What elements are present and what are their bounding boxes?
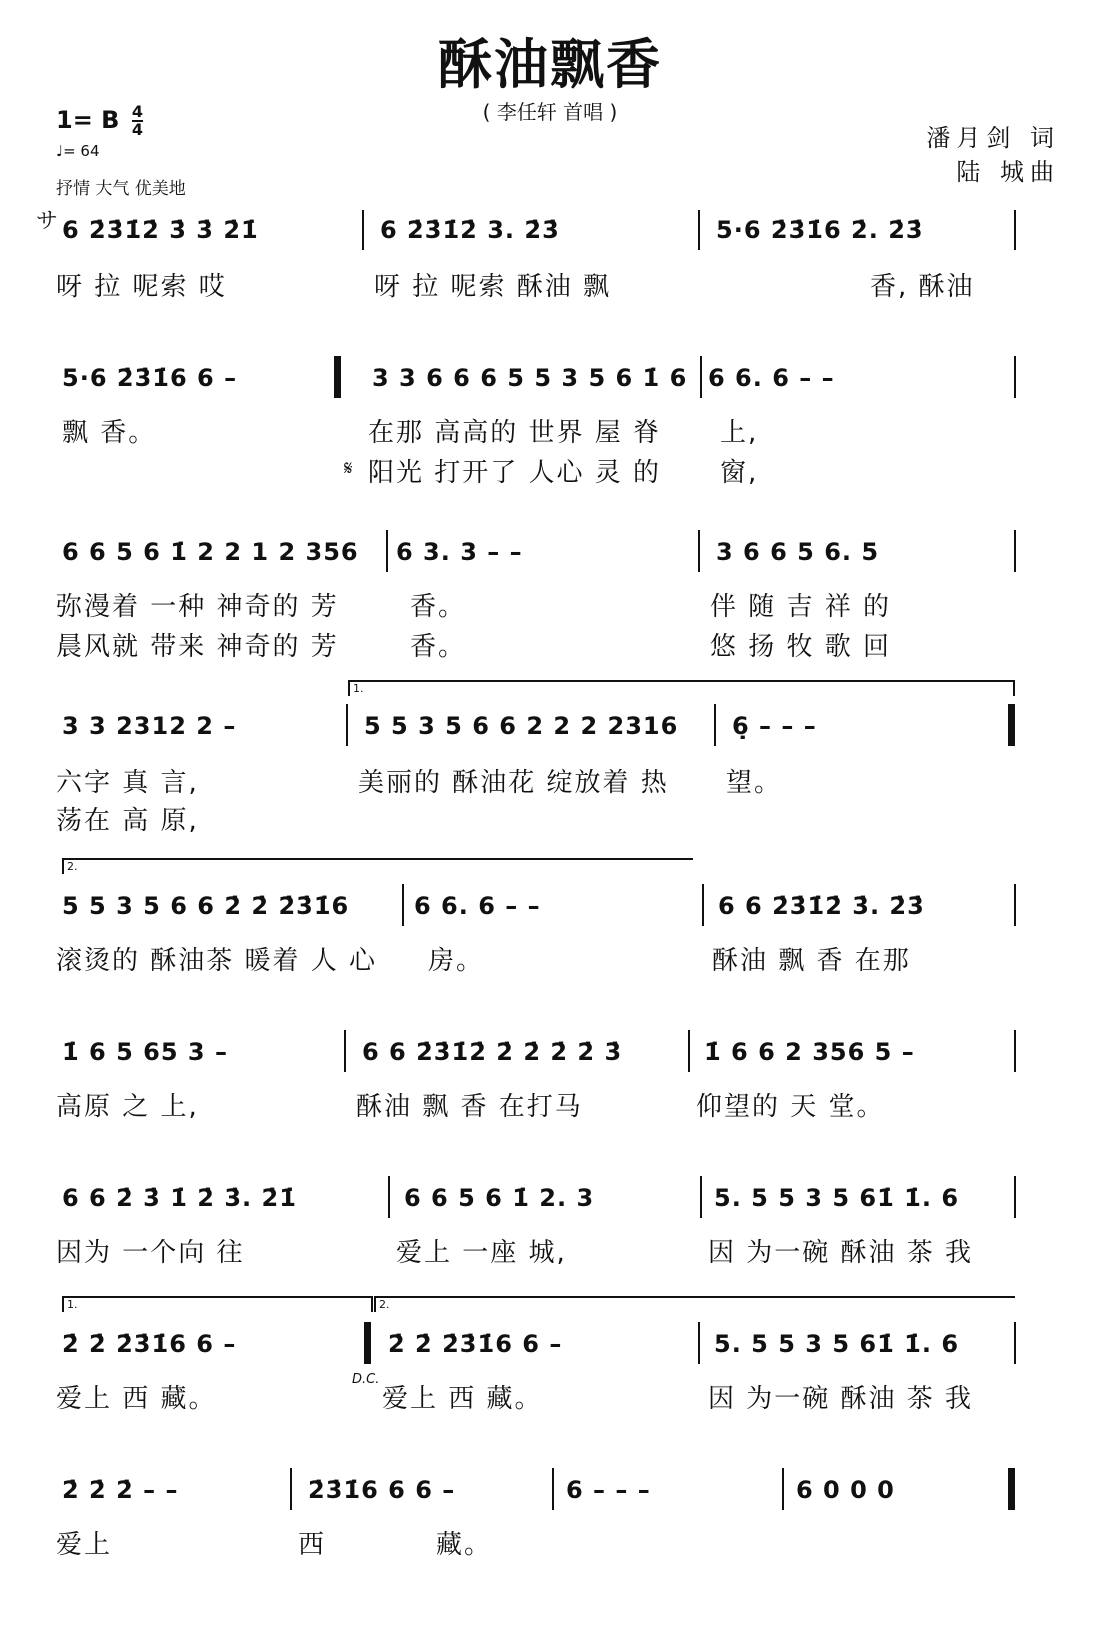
lyrics-s7-m1: 因为 一个向 往 bbox=[56, 1238, 245, 1268]
notes-s5-m1: 5 5 3 5 6 6 2̇ 2̇ 2̇3̇1̇6 bbox=[62, 892, 350, 920]
lyrics-s9-m1: 爱上 bbox=[56, 1530, 113, 1560]
lyrics2-s3-m3: 悠 扬 牧 歌 回 bbox=[710, 632, 892, 662]
notes-s8-m1: 2̇ 2̇ 2̇3̇1̇6 6 – bbox=[62, 1330, 237, 1358]
lyrics-s1-m2: 呀 拉 呢索 酥油 飘 bbox=[374, 272, 612, 302]
notes-s2-m3: 6 6. 6 – – bbox=[708, 364, 835, 392]
lyrics-s2-m1: 飘 香。 bbox=[62, 418, 157, 448]
key-signature bbox=[56, 104, 143, 138]
notes-s3-m3: 3 6 6 5 6. 5 bbox=[716, 538, 880, 566]
lyrics-s2-m3: 上, bbox=[720, 418, 759, 448]
notes-s8-m2: 2̇ 2̇ 2̇3̇1̇6 6 – bbox=[388, 1330, 563, 1358]
notes-s6-m2: 6 6 2̇3̇1̇2̇ 2̇ 2̇ 2̇ 2̇ 3̇ bbox=[362, 1038, 623, 1066]
notes-s1-m3: 5·6 2̇3̇1̇6 2̇. 2̇3̇ bbox=[716, 216, 924, 244]
notes-s5-m3: 6 6 2̇3̇1̇2̇ 3̇. 2̇3̇ bbox=[718, 892, 925, 920]
second-ending-bracket: 2. bbox=[62, 858, 693, 874]
lyricist-credit: 潘月剑 词 bbox=[926, 124, 1060, 152]
notes-s9-m4: 6 0 0 0 bbox=[796, 1476, 895, 1504]
first-ending-bracket: 1. bbox=[348, 680, 1015, 696]
time-signature-numerator: 4 bbox=[131, 102, 143, 121]
barline bbox=[1014, 356, 1016, 398]
repeat-start-barline bbox=[334, 356, 341, 398]
barline bbox=[290, 1468, 292, 1510]
repeat-end-barline bbox=[364, 1322, 371, 1364]
notes-s6-m3: 1̇ 6 6 2 356 5 – bbox=[704, 1038, 915, 1066]
notes-s7-m3: 5. 5 5 3 5 61̇ 1̇. 6 bbox=[714, 1184, 960, 1212]
notes-s1-m2: 6 2̇3̇1̇2̇ 3. 2̇3̇ bbox=[380, 216, 560, 244]
barline bbox=[1014, 1176, 1016, 1218]
lyrics-s4-m3: 望。 bbox=[726, 768, 783, 798]
expression-mark: 抒情 大气 优美地 bbox=[56, 179, 186, 199]
barline bbox=[1014, 530, 1016, 572]
lyrics-s6-m1: 高原 之 上, bbox=[56, 1092, 199, 1122]
barline bbox=[346, 704, 348, 746]
lyrics2-s4-m1: 荡在 高 原, bbox=[56, 806, 199, 836]
tempo-mark: ♩= 64 bbox=[56, 142, 100, 160]
lyrics-s1-m1: 呀 拉 呢索 哎 bbox=[56, 272, 227, 302]
notes-s2-m1: 5·6 2̇3̇1̇6 6 – bbox=[62, 364, 238, 392]
lyrics-s8-m1: 爱上 西 藏。 bbox=[56, 1384, 217, 1414]
lyrics-s4-m2: 美丽的 酥油花 绽放着 热 bbox=[358, 768, 669, 798]
performer-subtitle: ( 李任轩 首唱 ) bbox=[482, 100, 618, 124]
notes-s9-m2: 2̇3̇1̇6 6 6 – bbox=[308, 1476, 456, 1504]
lyrics-s7-m3: 因 为一碗 酥油 茶 我 bbox=[708, 1238, 974, 1268]
lyrics-s3-m1: 弥漫着 一种 神奇的 芳 bbox=[56, 592, 339, 622]
lyrics-s9-m3: 藏。 bbox=[436, 1530, 493, 1560]
notes-s4-m1: 3 3 2312 2 – bbox=[62, 712, 237, 740]
notes-s1-m1: 6 2̇3̇1̇2̇ 3̇ 3̇ 2̇1̇ bbox=[62, 216, 259, 244]
lyrics-s3-m2: 香。 bbox=[410, 592, 467, 622]
notes-s4-m2: 5 5 3 5 6 6 2 2 2 2316 bbox=[364, 712, 679, 740]
barline bbox=[1014, 1030, 1016, 1072]
lyrics-s1-m3: 香, 酥油 bbox=[870, 272, 975, 302]
lyrics2-s2-m2: 阳光 打开了 人心 灵 的 bbox=[368, 458, 662, 488]
lyrics-s2-m2: 在那 高高的 世界 屋 脊 bbox=[368, 418, 662, 448]
barline bbox=[1014, 210, 1016, 250]
lyrics2-s3-m1: 晨风就 带来 神奇的 芳 bbox=[56, 632, 339, 662]
notes-s7-m2: 6 6 5 6 1̇ 2. 3 bbox=[404, 1184, 595, 1212]
lyrics-s8-m3: 因 为一碗 酥油 茶 我 bbox=[708, 1384, 974, 1414]
key-label: 1= B bbox=[56, 106, 120, 134]
lyrics-s4-m1: 六字 真 言, bbox=[56, 768, 199, 798]
barline bbox=[402, 884, 404, 926]
lyrics-s5-m2: 房。 bbox=[428, 946, 485, 976]
barline bbox=[386, 530, 388, 572]
time-signature bbox=[132, 104, 143, 138]
notes-s3-m2: 6 3. 3 – – bbox=[396, 538, 523, 566]
barline bbox=[552, 1468, 554, 1510]
barline bbox=[700, 356, 702, 398]
lyrics2-s3-m2: 香。 bbox=[410, 632, 467, 662]
lyrics-s5-m3: 酥油 飘 香 在那 bbox=[712, 946, 911, 976]
lyrics-s6-m2: 酥油 飘 香 在打马 bbox=[356, 1092, 583, 1122]
lyrics-s5-m1: 滚烫的 酥油茶 暖着 人 心 bbox=[56, 946, 378, 976]
notes-s8-m3: 5. 5 5 3 5 61̇ 1̇. 6 bbox=[714, 1330, 960, 1358]
composer-credit: 陆 城曲 bbox=[956, 158, 1060, 186]
notes-s5-m2: 6 6. 6 – – bbox=[414, 892, 541, 920]
repeat-end-barline bbox=[1008, 704, 1015, 746]
barline bbox=[698, 530, 700, 572]
dal-segno-sign: 𝄋 bbox=[344, 456, 353, 480]
notes-s9-m3: 6 – – – bbox=[566, 1476, 651, 1504]
lyrics-s6-m3: 仰望的 天 堂。 bbox=[696, 1092, 885, 1122]
lyrics2-s2-m3: 窗, bbox=[720, 458, 759, 488]
barline bbox=[1014, 884, 1016, 926]
barline bbox=[714, 704, 716, 746]
barline bbox=[344, 1030, 346, 1072]
free-tempo-mark: サ bbox=[36, 209, 59, 234]
barline bbox=[698, 210, 700, 250]
time-signature-denominator: 4 bbox=[131, 120, 143, 139]
lyrics-s7-m2: 爱上 一座 城, bbox=[396, 1238, 567, 1268]
barline bbox=[1014, 1322, 1016, 1364]
song-title: 酥油飘香 bbox=[438, 33, 662, 96]
final-barline bbox=[1008, 1468, 1015, 1510]
lyrics-s3-m3: 伴 随 吉 祥 的 bbox=[710, 592, 892, 622]
lyrics-s9-m2: 西 bbox=[298, 1530, 327, 1560]
barline bbox=[688, 1030, 690, 1072]
notes-s6-m1: 1̇ 6 5 65 3 – bbox=[62, 1038, 228, 1066]
notes-s2-m2: 3 3 6 6 6 5 5 3 5 6 1̇ 6 bbox=[372, 364, 688, 392]
barline bbox=[702, 884, 704, 926]
second-ending-bracket-2: 2. bbox=[374, 1296, 1015, 1312]
barline bbox=[698, 1322, 700, 1364]
notes-s4-m3: 6̣ – – – bbox=[732, 712, 817, 740]
barline bbox=[782, 1468, 784, 1510]
barline bbox=[362, 210, 364, 250]
da-capo-mark: D.C. bbox=[352, 1372, 380, 1387]
lyrics-s8-m2: 爱上 西 藏。 bbox=[382, 1384, 543, 1414]
notes-s7-m1: 6 6 2̇ 3̇ 1̇ 2̇ 3̇. 2̇1̇ bbox=[62, 1184, 297, 1212]
notes-s9-m1: 2̇ 2̇ 2̇ – – bbox=[62, 1476, 179, 1504]
barline bbox=[700, 1176, 702, 1218]
barline bbox=[388, 1176, 390, 1218]
notes-s3-m1: 6 6 5 6 1̇ 2 2 1 2 356 bbox=[62, 538, 359, 566]
first-ending-bracket-2: 1. bbox=[62, 1296, 373, 1312]
